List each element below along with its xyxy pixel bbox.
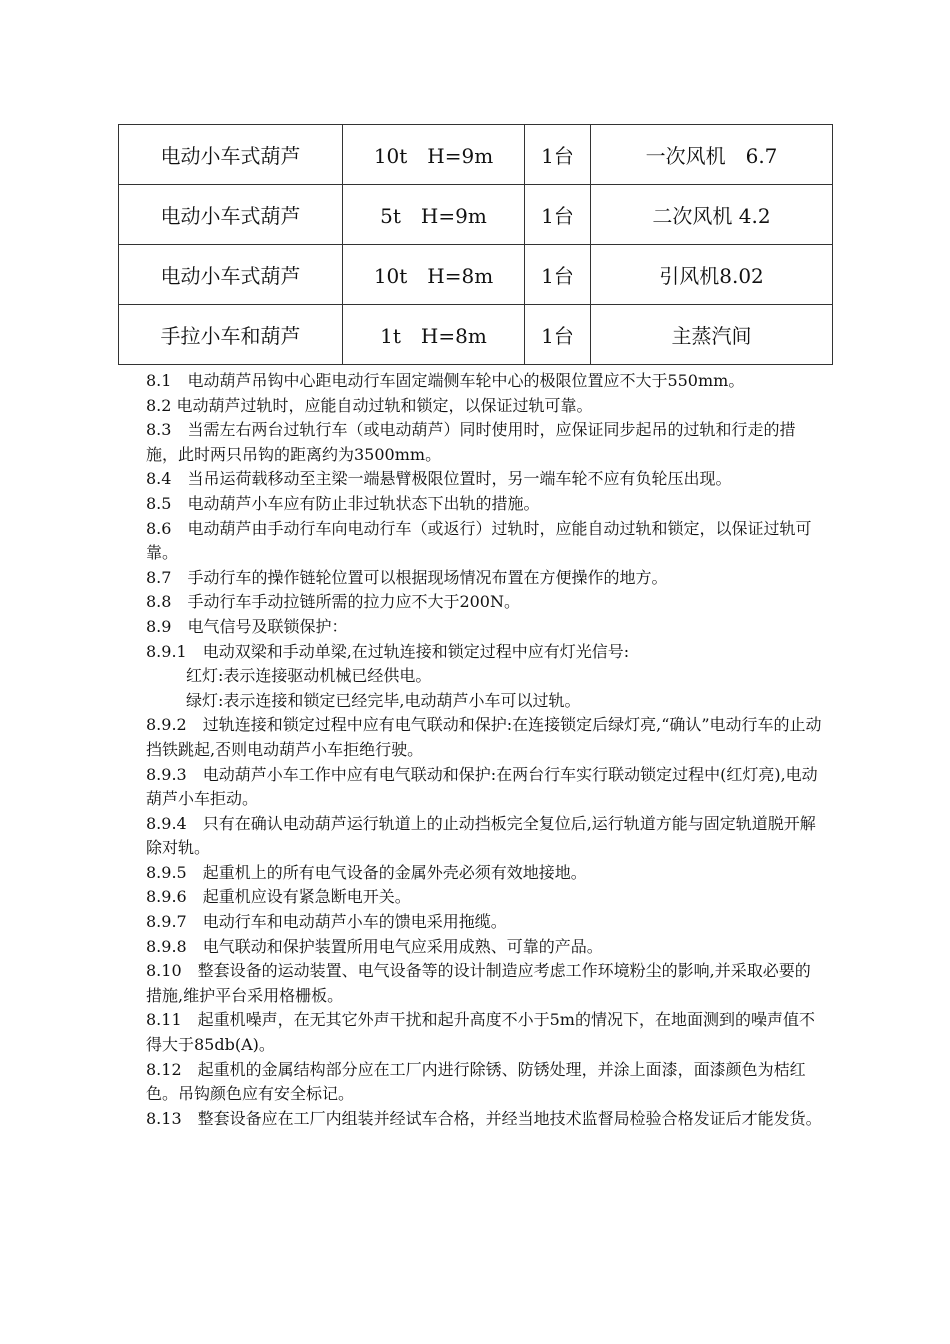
paragraph: 8.9.3 电动葫芦小车工作中应有电气联动和保护:在两台行车实行联动锁定过程中(红灯亮),电动葫芦小车拒动。 <box>146 764 818 809</box>
paragraph: 8.9.4 只有在确认电动葫芦运行轨道上的止动挡板完全复位后,运行轨道方能与固定轨道脱开解除对轨。 <box>146 813 816 858</box>
paragraph: 8.3 当需左右两台过轨行车（或电动葫芦）同时使用时，应保证同步起吊的过轨和行走的措施，此时两只吊钩的距离约为3500mm。 <box>146 420 796 464</box>
paragraph: 8.6 电动葫芦由手动行车向电动行车（或返行）过轨时，应能自动过轨和锁定，以保证过轨可靠。 <box>146 518 812 563</box>
body-text <box>146 369 826 1131</box>
table-cell: 电动小车式葫芦 <box>119 185 343 245</box>
equipment-table-body <box>119 125 833 365</box>
table-cell: 1台 <box>525 245 591 305</box>
paragraph: 8.13 整套设备应在工厂内组装并经试车合格，并经当地技术监督局检验合格发证后才能发货。 <box>146 1108 822 1128</box>
table-cell: 手拉小车和葫芦 <box>119 305 343 365</box>
paragraph: 8.8 手动行车手动拉链所需的拉力应不大于200N。 <box>146 592 520 612</box>
paragraph: 红灯:表示连接驱动机械已经供电。 <box>186 666 432 686</box>
paragraph: 8.9 电气信号及联锁保护： <box>146 616 348 636</box>
paragraph: 8.12 起重机的金属结构部分应在工厂内进行除锈、防锈处理，并涂上面漆，面漆颜色为桔红色。吊钩颜色应有安全标记。 <box>146 1059 806 1104</box>
paragraph: 8.9.5 起重机上的所有电气设备的金属外壳必须有效地接地。 <box>146 862 587 882</box>
paragraph: 8.9.7 电动行车和电动葫芦小车的馈电采用拖缆。 <box>146 912 507 932</box>
paragraph: 8.11 起重机噪声，在无其它外声干扰和起升高度不小于5m的情况下，在地面测到的噪声值不得大于85db(A)。 <box>146 1010 815 1055</box>
equipment-table <box>118 124 833 365</box>
table-cell: 1台 <box>525 125 591 185</box>
table-cell: 1台 <box>525 185 591 245</box>
table-cell: 一次风机 6.7 <box>591 125 833 185</box>
paragraph: 8.10 整套设备的运动装置、电气设备等的设计制造应考虑工作环境粉尘的影响,并采取必要的措施,维护平台采用格栅板。 <box>146 961 811 1005</box>
table-row <box>119 125 833 185</box>
paragraph: 绿灯:表示连接和锁定已经完毕,电动葫芦小车可以过轨。 <box>186 690 581 710</box>
table-row <box>119 245 833 305</box>
table-cell: 10t H=8m <box>343 245 525 305</box>
table-cell: 电动小车式葫芦 <box>119 125 343 185</box>
table-cell: 1t H=8m <box>343 305 525 365</box>
table-cell: 引风机8.02 <box>591 245 833 305</box>
paragraph: 8.1 电动葫芦吊钩中心距电动行车固定端侧车轮中心的极限位置应不大于550mm。 <box>146 371 745 390</box>
paragraph: 8.9.8 电气联动和保护装置所用电气应采用成熟、可靠的产品。 <box>146 936 603 956</box>
table-cell: 主蒸汽间 <box>591 305 833 365</box>
paragraph: 8.7 手动行车的操作链轮位置可以根据现场情况布置在方便操作的地方。 <box>146 567 668 587</box>
paragraph: 8.2 电动葫芦过轨时，应能自动过轨和锁定，以保证过轨可靠。 <box>146 395 593 415</box>
table-row <box>119 185 833 245</box>
table-cell: 10t H=9m <box>343 125 525 185</box>
paragraph: 8.9.2 过轨连接和锁定过程中应有电气联动和保护:在连接锁定后绿灯亮,“确认”电动行车的止动挡铁跳起,否则电动葫芦小车拒绝行驶。 <box>146 715 822 759</box>
table-cell: 5t H=9m <box>343 185 525 245</box>
paragraph: 8.4 当吊运荷载移动至主梁一端悬臂极限位置时，另一端车轮不应有负轮压出现。 <box>146 469 732 489</box>
table-cell: 二次风机 4.2 <box>591 185 833 245</box>
paragraph: 8.9.6 起重机应设有紧急断电开关。 <box>146 887 411 907</box>
table-cell: 电动小车式葫芦 <box>119 245 343 305</box>
table-row <box>119 305 833 365</box>
paragraph: 8.5 电动葫芦小车应有防止非过轨状态下出轨的措施。 <box>146 493 540 513</box>
table-cell: 1台 <box>525 305 591 365</box>
paragraph: 8.9.1 电动双梁和手动单梁,在过轨连接和锁定过程中应有灯光信号: <box>146 641 630 661</box>
